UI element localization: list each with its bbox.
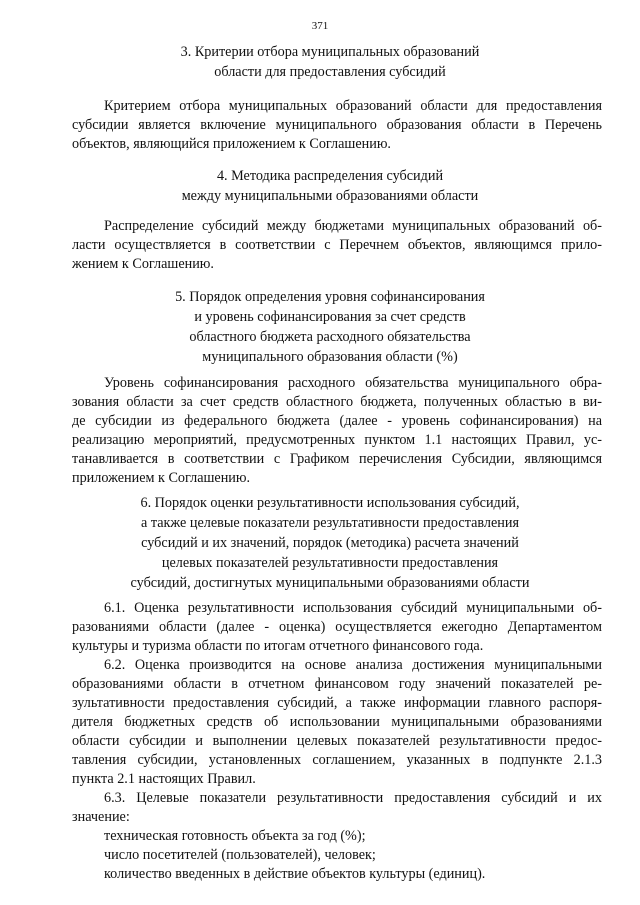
section-4-heading: [60, 166, 600, 206]
heading-line: муниципального образования области (%): [202, 349, 458, 365]
heading-line: 4. Методика распределения субсидий: [216, 168, 444, 184]
text-line: объектов, являющийся приложением к Соглашению.: [72, 136, 391, 152]
heading-line: а также целевые показатели результативности предоставления: [141, 515, 519, 531]
text-line: значение:: [72, 809, 130, 825]
text-line: Распределение субсидий между бюджетами муниципальных образований об-: [104, 218, 602, 234]
text-line: культуры и туризма области по итогам отчетного финансового года.: [72, 638, 484, 654]
text-line: реализацию мероприятий, предусмотренных пунктом 1.1 настоящих Правил, ус-: [72, 432, 602, 448]
text-line: зования области за счет средств областного бюджета, полученных областью в ви-: [72, 394, 602, 410]
heading-line: 6. Порядок оценки результативности использования субсидий,: [140, 495, 520, 511]
section-4-paragraph: [72, 217, 602, 274]
heading-line: и уровень софинансирования за счет средств: [194, 309, 466, 325]
section-3-heading: [60, 42, 600, 82]
text-line: тавления субсидии, установленных соглашением, указанных в подпункте 2.1.3: [72, 752, 602, 768]
heading-line: областного бюджета расходного обязательства: [189, 329, 471, 345]
text-line: 6.3. Целевые показатели результативности предоставления субсидий и их: [104, 790, 602, 806]
text-line: 6.2. Оценка производится на основе анализа достижения муниципальными: [104, 657, 602, 673]
heading-line: между муниципальными образованиями области: [181, 188, 479, 204]
heading-line: субсидий и их значений, порядок (методика) расчета значений: [141, 535, 519, 551]
section-3-paragraph: [72, 97, 602, 154]
text-line: жением к Соглашению.: [72, 256, 214, 272]
section-6-heading: [60, 493, 600, 593]
text-line: пункта 2.1 настоящих Правил.: [72, 771, 256, 787]
heading-line: субсидий, достигнутых муниципальными образованиями области: [130, 575, 530, 591]
page-number: 371: [311, 20, 329, 32]
text-line: де субсидии из федерального бюджета (далее - уровень софинансирования) на: [72, 413, 602, 429]
text-line: субсидии является включение муниципального образования области в Перечень: [72, 117, 602, 133]
heading-line: 5. Порядок определения уровня софинансирования: [175, 289, 485, 305]
heading-line: 3. Критерии отбора муниципальных образований: [180, 44, 480, 60]
heading-line: целевых показателей результативности предоставления: [161, 555, 499, 571]
text-line: 6.1. Оценка результативности использования субсидий муниципальными об-: [104, 600, 602, 616]
text-line: приложением к Соглашению.: [72, 470, 251, 486]
text-line: ласти осуществляется в соответствии с Перечнем объектов, являющимся прило-: [72, 237, 602, 253]
text-line: зультативности предоставления субсидий, а также информации главного распоря-: [72, 695, 602, 711]
paragraph-6-1: [72, 599, 602, 656]
indicator-item: техническая готовность объекта за год (%);: [104, 828, 366, 844]
text-line: танавливается в соответствии с Графиком перечисления Субсидии, являющимся: [72, 451, 602, 467]
text-line: образованиями области в отчетном финансовом году значений показателей ре-: [72, 676, 602, 692]
section-5-paragraph: [72, 374, 602, 488]
text-line: разованиями области (далее - оценка) осуществляется ежегодно Департаментом: [72, 619, 602, 635]
indicator-item: количество введенных в действие объектов культуры (единиц).: [104, 866, 486, 882]
paragraph-6-2: [72, 656, 602, 789]
text-line: Уровень софинансирования расходного обязательства муниципального обра-: [104, 375, 602, 391]
paragraph-6-3: [72, 789, 602, 827]
indicator-item: число посетителей (пользователей), человек;: [104, 847, 376, 863]
section-5-heading: [60, 287, 600, 367]
text-line: области субсидии и выполнении целевых показателей результативности предос-: [72, 733, 602, 749]
heading-line: области для предоставления субсидий: [214, 64, 446, 80]
text-line: дителя бюджетных средств об использовании муниципальными образованиями: [72, 714, 602, 730]
text-line: Критерием отбора муниципальных образований области для предоставления: [104, 98, 602, 114]
